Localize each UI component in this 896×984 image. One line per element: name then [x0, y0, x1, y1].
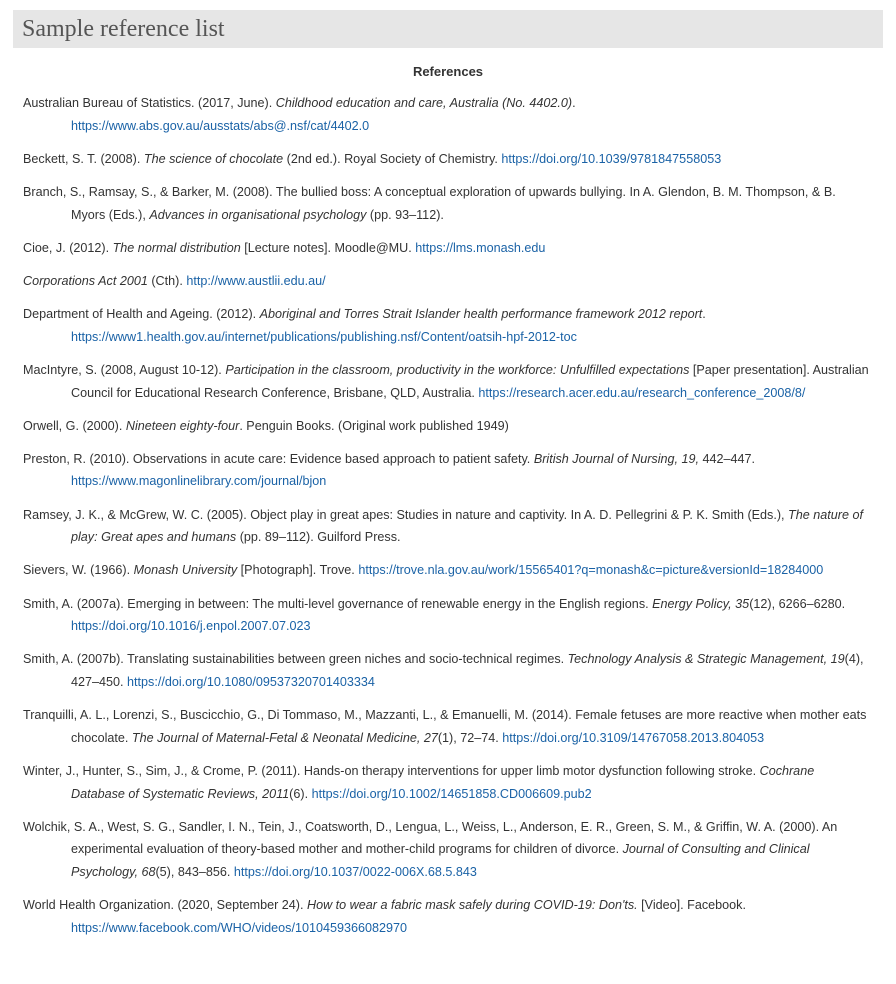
- ref-text: (5), 843–856.: [155, 864, 234, 879]
- ref-link[interactable]: https://doi.org/10.3109/14767058.2013.804053: [502, 730, 765, 745]
- ref-text: Ramsey, J. K., & McGrew, W. C. (2005). Object play in great apes: Studies in nature and captivity. In A. D. Pellegrini & P. K. Smith (Eds.),: [23, 507, 789, 522]
- ref-link[interactable]: https://doi.org/10.1002/14651858.CD006609.pub2: [311, 786, 592, 801]
- ref-text: Beckett, S. T. (2008).: [23, 151, 144, 166]
- reference-entry-preston: [23, 448, 871, 493]
- reference-entry-smith-b: [23, 648, 871, 693]
- ref-text: (pp. 93–112).: [366, 207, 444, 222]
- ref-text: .: [572, 96, 576, 110]
- ref-text: Australian Bureau of Statistics. (2017, June).: [23, 96, 276, 110]
- ref-link[interactable]: https://www.abs.gov.au/ausstats/abs@.nsf/cat/4402.0: [71, 118, 370, 133]
- ref-link[interactable]: https://www1.health.gov.au/internet/publications/publishing.nsf/Content/oatsih-hpf-2012-toc: [71, 329, 577, 344]
- ref-title: The science of chocolate: [143, 151, 284, 166]
- ref-text: MacIntyre, S. (2008, August 10-12).: [23, 362, 226, 377]
- ref-title: Monash University: [133, 563, 238, 578]
- ref-text: 442–447.: [699, 451, 756, 466]
- ref-text: [Photograph]. Trove.: [237, 563, 359, 578]
- ref-text: [Lecture notes]. Moodle@MU.: [240, 240, 416, 255]
- ref-link[interactable]: https://doi.org/10.1037/0022-006X.68.5.843: [233, 864, 477, 879]
- ref-text: (6).: [289, 786, 312, 801]
- reference-entry-corporations: [23, 270, 871, 293]
- ref-title: Cochrane Database of Systematic Reviews, 2011: [71, 763, 815, 801]
- reference-list: [23, 92, 871, 950]
- reference-entry-sievers: [23, 559, 871, 582]
- ref-link[interactable]: https://research.acer.edu.au/research_conference_2008/8/: [478, 385, 806, 400]
- ref-text: Wolchik, S. A., West, S. G., Sandler, I. N., Tein, J., Coatsworth, D., Lengua, L., Weiss, L., Anderson, E. R., Green, S. M., & Griffin, W. A. (2000). An experimental evaluation of theory-based mother and mother-child programs for children of divorce.: [23, 819, 838, 857]
- ref-text: (1), 72–74.: [437, 730, 503, 745]
- reference-entry-cioe: [23, 237, 871, 260]
- page-title: Sample reference list: [22, 16, 225, 42]
- ref-link[interactable]: https://doi.org/10.1039/9781847558053: [501, 151, 722, 166]
- reference-entry-smith-a: [23, 593, 871, 638]
- ref-link[interactable]: https://trove.nla.gov.au/work/15565401?q=monash&c=picture&versionId=18284000: [358, 563, 824, 578]
- ref-text: [Video]. Facebook.: [637, 898, 746, 913]
- ref-title: How to wear a fabric mask safely during COVID-19: Don'ts.: [306, 898, 638, 913]
- ref-link[interactable]: https://www.magonlinelibrary.com/journal/bjon: [71, 474, 327, 489]
- ref-title: Journal of Consulting and Clinical Psychology, 68: [71, 842, 810, 879]
- ref-text: (4), 427–450.: [71, 652, 864, 689]
- ref-text: Smith, A. (2007b). Translating sustainabilities between green niches and socio-technical regimes.: [23, 652, 568, 667]
- ref-text: Sievers, W. (1966).: [23, 563, 134, 578]
- ref-text: . Penguin Books. (Original work published 1949): [239, 418, 509, 433]
- reference-entry-orwell: [23, 415, 871, 438]
- ref-title: Nineteen eighty-four: [125, 418, 240, 433]
- ref-title: Childhood education and care, Australia (No. 4402.0): [275, 96, 573, 110]
- ref-text: [Paper presentation]. Australian Council for Educational Research Conference, Brisbane, QLD, Australia.: [71, 362, 869, 400]
- ref-link[interactable]: http://www.austlii.edu.au/: [186, 273, 326, 288]
- reference-entry-doha: [23, 303, 871, 348]
- ref-text: Cioe, J. (2012).: [23, 240, 113, 255]
- ref-title: Advances in organisational psychology: [149, 207, 367, 222]
- ref-link[interactable]: https://www.facebook.com/WHO/videos/1010459366082970: [71, 920, 408, 935]
- ref-text: Branch, S., Ramsay, S., & Barker, M. (2008). The bullied boss: A conceptual exploration of upwards bullying. In A. Glendon, B. M. Thompson, & B. Myors (Eds.),: [23, 184, 836, 222]
- ref-link[interactable]: https://doi.org/10.1080/09537320701403334: [127, 675, 375, 689]
- reference-entry-who: [23, 894, 871, 939]
- ref-text: (pp. 89–112). Guilford Press.: [236, 530, 401, 545]
- ref-text: (12), 6266–6280.: [749, 596, 846, 611]
- ref-title: Corporations Act 2001: [23, 273, 148, 288]
- ref-title: Aboriginal and Torres Strait Islander health performance framework 2012 report: [259, 307, 703, 322]
- ref-title: Technology Analysis & Strategic Management, 19: [567, 652, 845, 667]
- ref-title: The Journal of Maternal-Fetal & Neonatal Medicine, 27: [131, 730, 438, 745]
- ref-title: The nature of play: Great apes and humans: [71, 507, 863, 545]
- ref-text: Smith, A. (2007a). Emerging in between: The multi-level governance of renewable energy in the English regions.: [23, 596, 653, 611]
- ref-link[interactable]: https://lms.monash.edu: [415, 240, 546, 255]
- title-bar: [13, 10, 883, 48]
- ref-title: The normal distribution: [112, 240, 241, 255]
- ref-link[interactable]: https://doi.org/10.1016/j.enpol.2007.07.023: [71, 619, 311, 634]
- references-heading: References: [412, 64, 484, 79]
- ref-title: Energy Policy, 35: [652, 596, 750, 611]
- ref-text: (2nd ed.). Royal Society of Chemistry.: [283, 151, 502, 166]
- ref-text: Department of Health and Ageing. (2012).: [23, 307, 260, 322]
- ref-text: Tranquilli, A. L., Lorenzi, S., Buscicchio, G., Di Tommaso, M., Mazzanti, L., & Emanuelli, M. (2014). Female fetuses are more reactive when mother eats chocolate.: [23, 708, 867, 745]
- ref-title: British Journal of Nursing, 19,: [533, 451, 700, 466]
- ref-text: Orwell, G. (2000).: [23, 418, 126, 433]
- ref-text: (Cth).: [147, 273, 187, 288]
- ref-text: .: [702, 307, 706, 322]
- reference-entry-branch: [23, 181, 871, 226]
- reference-entry-wolchik: [23, 816, 871, 884]
- ref-text: World Health Organization. (2020, September 24).: [23, 898, 307, 913]
- reference-entry-winter: [23, 760, 871, 805]
- ref-text: Preston, R. (2010). Observations in acute care: Evidence based approach to patient safety.: [23, 451, 534, 466]
- reference-entry-tranquilli: [23, 704, 871, 749]
- ref-title: Participation in the classroom, productivity in the workforce: Unfulfilled expectations: [225, 362, 690, 377]
- reference-entry-macintyre: [23, 359, 871, 404]
- ref-text: Winter, J., Hunter, S., Sim, J., & Crome, P. (2011). Hands-on therapy interventions for upper limb motor dysfunction following stroke.: [23, 763, 760, 778]
- reference-entry-beckett: [23, 148, 871, 171]
- reference-entry-ramsey: [23, 504, 871, 549]
- reference-entry-abs: [23, 92, 871, 137]
